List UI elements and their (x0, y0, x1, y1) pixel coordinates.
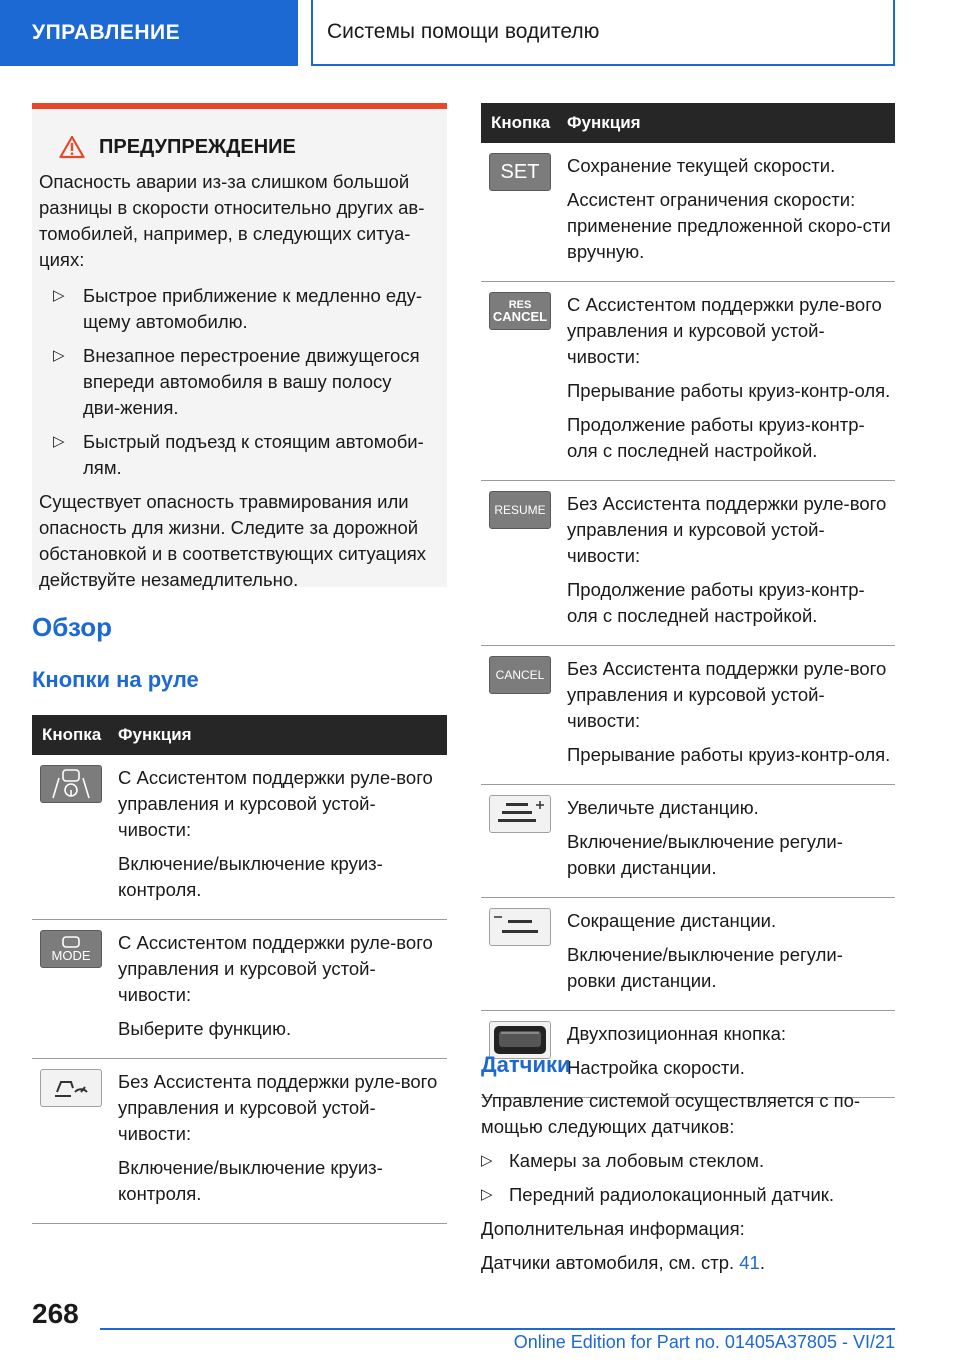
table-row: MODE С Ассистентом поддержки руле-вого управления и курсовой устой-чивости: Выберите функцию. (32, 920, 447, 1059)
triangle-bullet-icon: ▷ (53, 287, 65, 304)
footer-divider (100, 1328, 895, 1330)
list-item: ▷ Внезапное перестроение движущегося впереди автомобиля в вашу полосу дви-жения. (53, 345, 420, 418)
col-function-header: Функция (118, 725, 192, 744)
table-row: SET Сохранение текущей скорости. Ассистент ограничения скорости: применение предложенной скоро-сти вручную. (481, 143, 895, 282)
col-function-header: Функция (567, 113, 641, 132)
chapter-title: Системы помощи водителю (311, 0, 895, 66)
more-info-label: Дополнительная информация: (481, 1218, 745, 1239)
triangle-bullet-icon: ▷ (481, 1152, 493, 1169)
page-number: 268 (32, 1298, 79, 1329)
sensors-section (481, 1088, 895, 1284)
list-item: ▷ Быстрое приближение к медленно еду-щему автомобилю. (53, 285, 423, 332)
sensors-heading: Датчики (481, 1052, 571, 1077)
page-link[interactable]: 41 (739, 1252, 760, 1273)
sensors-reference: Датчики автомобиля, см. стр. 41. (481, 1252, 765, 1273)
steering-buttons-heading: Кнопки на руле (32, 667, 199, 692)
warning-outro: Существует опасность травмирования или опасность для жизни. Следите за дорожной обстановкой и в соответствующих ситуациях действуйте незамедлительно. (39, 491, 426, 590)
cancel-button-icon: CANCEL (489, 656, 551, 694)
edition-note: Online Edition for Part no. 01405A37805 - VI/21 (513, 1332, 895, 1352)
resume-button-icon: RESUME (489, 491, 551, 529)
table-header (481, 103, 895, 143)
overview-heading: Обзор (32, 612, 112, 642)
triangle-bullet-icon: ▷ (53, 433, 65, 450)
table-row: Двухпозиционная кнопка: Настройка скорости. (481, 1011, 895, 1098)
sensors-intro: Управление системой осуществляется с по-мощью следующих датчиков: (481, 1090, 861, 1137)
table-row: RES CANCEL С Ассистентом поддержки руле-вого управления и курсовой устой-чивости: Прерывание работы круиз-контр-оля. Продолжение работы круиз-контр-оля с последней настройкой. (481, 282, 895, 481)
table-header (32, 715, 447, 755)
buttons-table-right (481, 103, 895, 1098)
distance-increase-icon (489, 795, 551, 833)
assistant-steering-icon (40, 765, 102, 803)
list-item: ▷ Камеры за лобовым стеклом. (481, 1148, 895, 1174)
table-row: RESUME Без Ассистента поддержки руле-вого управления и курсовой устой-чивости: Продолжение работы круиз-контр-оля с последней настройкой. (481, 481, 895, 646)
table-row: Без Ассистента поддержки руле-вого управления и курсовой устой-чивости: Включение/выключение круиз-контроля. (32, 1059, 447, 1224)
col-button-header: Кнопка (42, 725, 102, 744)
cruise-control-icon (40, 1069, 102, 1107)
triangle-bullet-icon: ▷ (53, 347, 65, 364)
col-button-header: Кнопка (491, 113, 551, 132)
section-tab: УПРАВЛЕНИЕ (0, 0, 298, 66)
warning-title: ПРЕДУПРЕЖДЕНИЕ (59, 133, 433, 161)
res-cancel-button-icon: RES CANCEL (489, 292, 551, 330)
buttons-table-left (32, 715, 447, 1224)
mode-button-icon: MODE (40, 930, 102, 968)
distance-decrease-icon (489, 908, 551, 946)
list-item: ▷ Быстрый подъезд к стоящим автомоби-лям. (53, 431, 424, 478)
table-row: С Ассистентом поддержки руле-вого управления и курсовой устой-чивости: Включение/выключение круиз-контроля. (32, 755, 447, 920)
warning-intro: Опасность аварии из-за слишком большой разницы в скорости относительно других ав-томобилей, например, в следующих ситуа-циях: (39, 171, 425, 270)
warning-box (32, 103, 447, 590)
triangle-bullet-icon: ▷ (481, 1186, 493, 1203)
warning-triangle-icon (59, 135, 85, 159)
set-button-icon: SET (489, 153, 551, 191)
sensors-list (481, 1148, 895, 1208)
list-item: ▷ Передний радиолокационный датчик. (481, 1182, 895, 1208)
table-row: Сокращение дистанции. Включение/выключение регули-ровки дистанции. (481, 898, 895, 1011)
table-row: Увеличьте дистанцию. Включение/выключение регули-ровки дистанции. (481, 785, 895, 898)
table-row: CANCEL Без Ассистента поддержки руле-вого управления и курсовой устой-чивости: Прерывание работы круиз-контр-оля. (481, 646, 895, 785)
warning-list (39, 283, 433, 481)
